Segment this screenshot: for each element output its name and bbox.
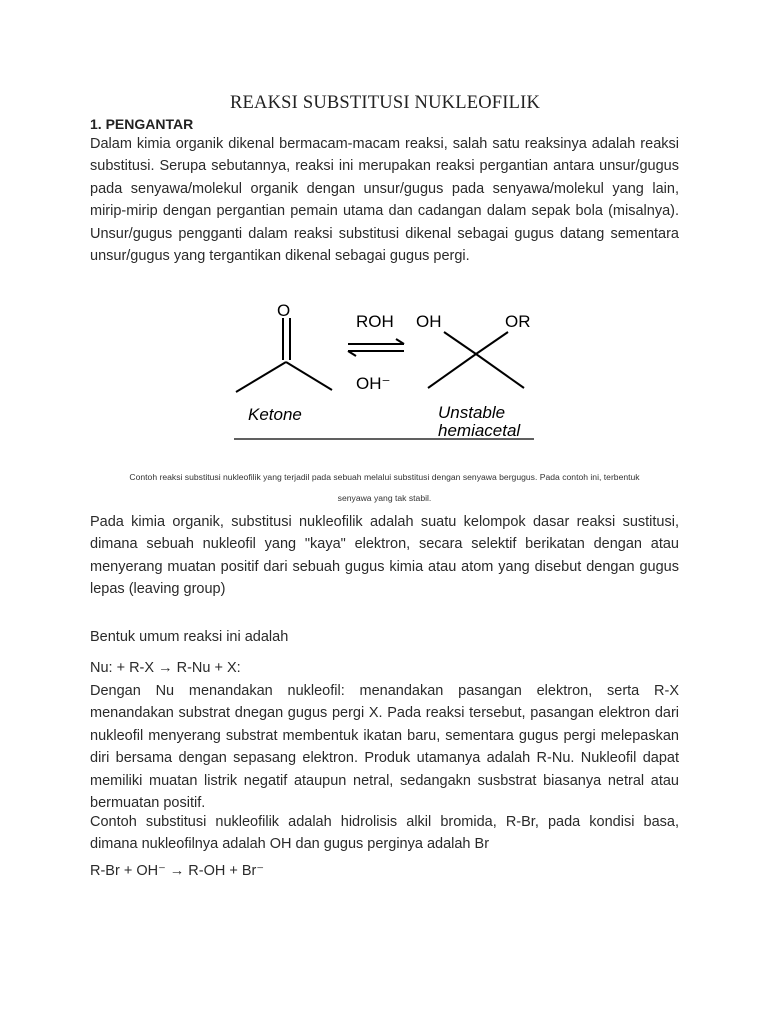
oxygen-label: O [277,301,291,320]
reaction-figure [228,292,540,444]
hemiacetal-bond-right [476,354,524,388]
reagent-top: ROH [356,312,394,331]
figure-caption-line1: Contoh reaksi substitusi nukleofilik yang terjadil pada sebuah melalui substitusi dengan senyawa bergugus. Pada contoh ini, terbentuk [129,472,640,482]
hemiacetal-bond-left [428,354,476,388]
figure-caption-line2: senyawa yang tak stabil. [337,493,432,503]
intro-paragraph: Dalam kimia organik dikenal bermacam-macam reaksi, salah satu reaksinya adalah reaksi substitusi. Serupa sebutannya, reaksi ini merupakan reaksi pergantian antara unsur/gugus pada senyawa/molekul organik dengan unsur/gugus pada senyawa/molekul yang lain, mirip-mirip dengan pergantian pemain utama dan cadangan dalam sepak bola (misalnya). Unsur/gugus pengganti dalam reaksi substitusi dikenal sebagai gugus datang sementara unsur/gugus yang tergantikan dikenal sebagai gugus pergi. [90,136,679,265]
hemiacetal-bond-oh [444,332,476,354]
ketone-right-bond [286,362,332,390]
document-title: REAKSI SUBSTITUSI NUKLEOFILIK [230,93,541,113]
ketone-left-bond [236,362,286,392]
definition-paragraph: Pada kimia organik, substitusi nukleofilik adalah suatu kelompok dasar reaksi sustitusi, dimana sebuah nukleofil yang "kaya" elektron, secara selektif berikatan dengan atau menyerang muatan positif dari sebuah gugus kimia atau atom yang disebut dengan gugus lepas (leaving group) [90,514,679,598]
general-equation: Nu: + R-X → R-Nu + X: [90,660,241,676]
hemiacetal-label-line1: Unstable [438,403,506,422]
ketone-label: Ketone [248,405,302,424]
reagent-bottom: OH⁻ [356,374,391,393]
product-oh-label: OH [416,312,442,331]
product-or-label: OR [505,312,531,331]
example-equation: R-Br + OH⁻ → R-OH + Br⁻ [90,863,265,879]
section-heading: 1. PENGANTAR [90,116,194,132]
general-form-intro: Bentuk umum reaksi ini adalah [90,629,289,645]
example-paragraph: Contoh substitusi nukleofilik adalah hidrolisis alkil bromida, R-Br, pada kondisi basa, dimana nukleofilnya adalah OH dan gugus perginya adalah Br [90,814,679,853]
ketone-hemiacetal-diagram [228,292,540,444]
hemiacetal-label-line2: hemiacetal [438,421,521,440]
hemiacetal-bond-or [476,332,508,354]
explanation-paragraph: Dengan Nu menandakan nukleofil: menandakan pasangan elektron, serta R-X menandakan substrat dnegan gugus pergi X. Pada reaksi tersebut, pasangan elektron dari nukleofil menyerang substrat membentuk ikatan baru, sementara gugus pergi melepaskan diri bersama dengan sepasang elektron. Produk utamanya adalah R-Nu. Nukleofil dapat memiliki muatan listrik negatif ataupun netral, sedangakn susbstrat biasanya netral atau bermuatan positif. [90,683,679,812]
